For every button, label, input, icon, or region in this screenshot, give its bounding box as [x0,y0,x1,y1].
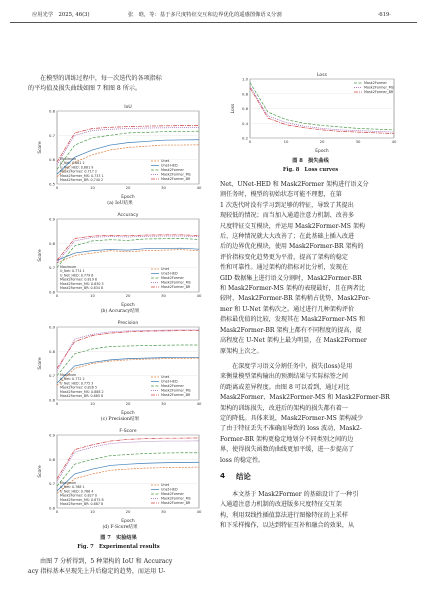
x-tick-label: 30 [355,139,361,144]
paragraph-line: 的距离或差异程度。由图 8 可以看到，通过对比 [220,383,350,391]
series-line [57,453,199,486]
x-axis-label: Epoch [121,195,135,200]
max-value-label: Mask2Former: 0.827 0 [60,493,97,498]
paragraph-line: 后，这种情况就大大改善了；在此基础上插入改进 [220,233,355,241]
subcaption-accuracy: (b) Accuracy结果 [100,309,140,314]
series-line [57,330,199,371]
paragraph-line: 了由于特征丢失不准确而导致的 loss 波动，Mask2- [220,425,362,433]
left-bottom-text [28,557,209,578]
fig7-caption-cn: 图 7 实验结果 [100,535,137,541]
series-line [57,127,199,164]
paragraph-line: acy 指标基本呈现先上升后稳定的趋势，而运用 U- [28,568,166,576]
paragraph-line: loss 的稳定性。 [220,456,265,464]
legend-entry: Unet-HED [161,379,178,384]
y-tick-label: 0.8 [48,108,55,114]
max-value-label: U_Net_HED: 0.681 9 [60,165,94,170]
max-value-label: Mask2Former_MS: 0.830 3 [60,281,104,286]
max-value-label: U_Net: 0.768 1 [60,485,85,490]
max-value-label: Maximum [60,373,77,377]
legend-entry: Mask2Former_MS [161,280,191,285]
legend-entry: Mask2Former [161,492,184,496]
y-axis-label: Loss [231,103,236,114]
legend-entry: Unet [161,375,170,379]
accuracy-chart [35,210,205,308]
chart-title: Loss [316,73,328,78]
paragraph-line: 定的降低。具体来说，Mask2Former-MS 架构减少 [220,415,364,423]
y-tick-label: 1.0 [241,76,248,82]
paragraph-line: 1 次迭代时没有学习到足够的特征，导致了其提出 [220,201,354,209]
x-tick-label: 30 [161,401,166,406]
y-tick-label: 0.6 [48,157,55,163]
legend-entry: Mask2Former_MS [364,85,394,90]
paragraph-line: GID 数据集上进行语义分割时，Mask2Former-BR [220,274,362,282]
running-header [10,8,417,23]
x-tick-label: 10 [90,509,95,514]
x-axis-label: Epoch [121,303,135,308]
legend-entry: Mask2Former_BR [364,90,394,94]
right-text-2 [220,362,401,466]
subcaption-iou: (a) IoU结果 [107,201,133,206]
paragraph-line: 的平均值及损失曲线如图 7 和图 8 所示。 [28,85,142,93]
y-tick-label: 0.8 [48,348,55,354]
paragraph-line: 高程度在 U-Net 架构上最为明显，在 Mask2Former [220,337,367,345]
max-value-label: Mask2Former_BR: 0.887 8 [60,502,104,506]
y-axis-label: Score [38,249,43,262]
y-axis-label: Score [38,357,43,370]
subcaption-precision: (c) Precision结果 [100,417,140,422]
paragraph-line: 后的边界优化模块，使用 Mask2Former-BR 架构的 [220,243,364,251]
paragraph-line: 架构的训练损失，改进后的架构的损失都有着一 [220,404,348,412]
x-tick-label: 20 [125,401,131,406]
max-value-label: Mask2Former_MS: 0.875 8 [60,497,104,502]
paragraph-line: 和下采样操作，以达到特征互补和融合的效果，从 [220,522,355,530]
legend-entry: Mask2Former [161,276,184,280]
paragraph-line: 来衡量模型架构输出的预测结果与实际标签之间 [220,373,348,381]
x-tick-label: 20 [125,293,131,298]
x-tick-label: 20 [319,139,325,144]
max-value-label: Mask2Former_MS: 0.888 2 [60,389,104,394]
chart-title: Accuracy [117,213,139,218]
x-tick-label: 20 [125,185,131,190]
legend-entry: Unet [161,483,170,487]
max-value-label: Mask2Former_MS: 0.733 1 [60,173,104,178]
legend-entry: Unet [161,267,170,271]
x-tick-label: 40 [196,509,202,514]
max-value-label: Mask2Former_BR: 0.885 8 [60,394,104,398]
y-tick-label: 0.7 [48,132,55,138]
x-tick-label: 40 [196,401,202,406]
paragraph-line: Former-BR 架构更稳定地划分不同类别之间的边 [220,435,354,443]
x-tick-label: 10 [90,293,95,298]
paragraph-line: Mask2Former-BR 架构上都有不同程度的提高，提 [220,326,362,334]
left-intro-text [28,74,209,95]
iou-chart [35,102,205,200]
x-tick-label: 0 [55,401,59,406]
journal-info: 应用光学 2025, 46(3) [32,12,90,18]
y-tick-label: 0.5 [48,181,55,187]
max-value-label: U_Net_HED: 0.779 8 [60,273,94,278]
x-axis-label: Epoch [121,411,135,416]
paragraph-line: 割任务时，模型的初始状态可能不理想，在第 [220,191,342,199]
paragraph-line: Mask2Former、Mask2Former-MS 和 Mask2Former-BR [220,394,390,402]
max-value-label: Mask2Former: 0.819 8 [60,277,97,282]
paragraph-line: 本文基于 Mask2Former 的基础设计了一种引 [232,491,359,498]
paragraph-line: 在模型的训练过程中，每一次迭代的各项指标 [40,75,162,82]
y-tick-label: 0.9 [48,216,55,222]
paragraph-line: mer 和 U-Net 架构次之。通过进行几种架构评价 [220,305,355,313]
header-title: 张 晗，等：基于多尺度特征交互和边界优化的遥感图像语义分割 [128,12,282,18]
y-tick-label: 0.4 [241,120,248,126]
fig8-caption-en: Fig. 8 Loss curves [282,167,339,173]
y-tick-label: 0.6 [48,397,55,403]
legend-entry: Unet-HED [161,163,178,168]
paragraph-line: 较时，Mask2Former-BR 架构稍占优势，Mask2For- [220,295,371,303]
legend-entry: Mask2Former_MS [161,388,191,393]
y-tick-label: 0.8 [241,91,248,97]
legend-entry: Mask2Former [161,168,184,172]
y-tick-label: 0.8 [48,240,55,246]
legend-entry: Mask2Former [364,81,387,85]
x-tick-label: 30 [161,293,166,298]
max-value-label: Mask2Former_BR: 0.834 8 [60,286,104,290]
paragraph-line: 由图 7 分析得到，5 种架构的 IoU 和 Accuracy [40,558,173,565]
max-value-label: Maximum [60,265,77,269]
x-tick-label: 40 [391,139,397,144]
max-value-label: Maximum [60,481,77,485]
legend-entry: Mask2Former_BR [161,393,191,397]
paragraph-line: 界，使得损失函数的曲线更加平缓，进一步提高了 [220,446,355,454]
max-value-label: U_Net: 0.661 2 [60,161,85,166]
legend-entry: Mask2Former_MS [161,496,191,501]
y-tick-label: 0.2 [241,135,248,141]
paragraph-line: 原架构上次之。 [220,347,263,355]
x-tick-label: 40 [196,293,202,298]
legend-entry: Mask2Former_MS [161,172,191,177]
x-tick-label: 0 [248,139,252,144]
y-tick-label: 0.6 [48,289,55,295]
max-value-label: Mask2Former: 0.826 5 [60,385,97,390]
legend-entry: Unet [161,159,170,163]
y-axis-label: Score [38,465,43,478]
legend-entry: Mask2Former_BR [161,285,191,289]
paragraph-line: 评价指标变化趋势更为平滑，提高了架构的稳定 [220,253,348,261]
precision-chart [35,318,205,416]
fig7-caption-en: Fig. 7 Experimental results [77,544,160,550]
paragraph-line: 尺度特征交互模块，并运用 Mask2Former-MS 架构 [220,222,366,230]
legend-entry: Mask2Former_BR [161,501,191,505]
y-tick-label: 0.8 [48,456,55,462]
legend-entry: Unet-HED [161,487,178,492]
y-tick-label: 0.7 [48,265,55,271]
subcaption-fscore: (d) F-Score结果 [102,525,138,530]
paragraph-line: Net、UNet-HED 和 Mask2Former 架构进行语义分 [220,181,369,188]
loss-chart [228,70,400,154]
paragraph-line: 构，利用双线性插值算法进行图像特征的上采样 [220,511,348,519]
page-number: ·619· [377,12,391,18]
x-tick-label: 0 [55,185,59,190]
chart-title: F-Score [119,429,137,434]
paragraph-line: 指标最优值的比较，发现其在 Mask2Former-MS 和 [220,316,366,324]
x-tick-label: 0 [55,293,59,298]
y-axis-label: Score [38,141,43,154]
max-value-label: U_Net_HED: 0.788 4 [60,489,94,494]
paragraph-line: 入通道注意力机制的改进版多尺度特征交互架 [220,501,342,509]
series-line [57,250,199,263]
right-text-3 [220,490,401,532]
paragraph-line: 在深度学习语义分割任务中，损失(loss)是用 [232,363,353,370]
max-value-label: Maximum [60,157,77,161]
series-line [57,345,199,376]
x-tick-label: 10 [90,185,95,190]
max-value-label: U_Net_HED: 0.775 3 [60,381,94,386]
legend-entry: Mask2Former_BR [161,177,191,181]
paragraph-line: 现较低的情况；而当加入通道注意力机制、改善多 [220,212,355,220]
y-tick-label: 0.6 [241,106,248,111]
series-line [57,238,199,267]
x-tick-label: 40 [196,185,202,190]
y-tick-label: 0.9 [48,432,55,438]
section-title: 结论 [236,472,251,481]
chart-title: Precision [117,321,139,326]
fig8-caption-cn: 图 8 损失曲线 [292,158,329,164]
max-value-label: Mask2Former: 0.717 2 [60,169,97,174]
y-tick-label: 0.6 [48,505,55,511]
series-line [57,330,199,368]
y-tick-label: 0.9 [48,324,55,330]
x-axis-label: Epoch [121,519,135,524]
x-tick-label: 30 [161,509,166,514]
max-value-label: U_Net: 0.772 2 [60,377,85,382]
max-value-label: Mask2Former_BR: 0.740 2 [60,178,104,182]
legend-entry: Unet-HED [161,271,178,276]
series-line [57,441,199,481]
chart-title: IoU [124,105,132,110]
y-tick-label: 0.7 [48,373,55,379]
x-tick-label: 0 [55,509,59,514]
x-tick-label: 30 [161,185,166,190]
x-tick-label: 10 [90,401,95,406]
max-value-label: U_Net: 0.774 1 [60,269,85,274]
legend-entry: Mask2Former [161,384,184,388]
x-axis-label: Epoch [315,149,329,154]
y-tick-label: 0.7 [48,481,55,487]
right-text-1 [220,180,401,357]
fscore-chart [35,426,205,524]
section-number: 4 [220,471,226,480]
x-tick-label: 20 [125,509,131,514]
x-tick-label: 10 [283,139,289,144]
paragraph-line: 性和可靠性。通过架构的指标对比分析，发现在 [220,264,348,272]
paragraph-line: 和 Mask2Former-MS 架构的表现最好，且在两者比 [220,285,366,293]
